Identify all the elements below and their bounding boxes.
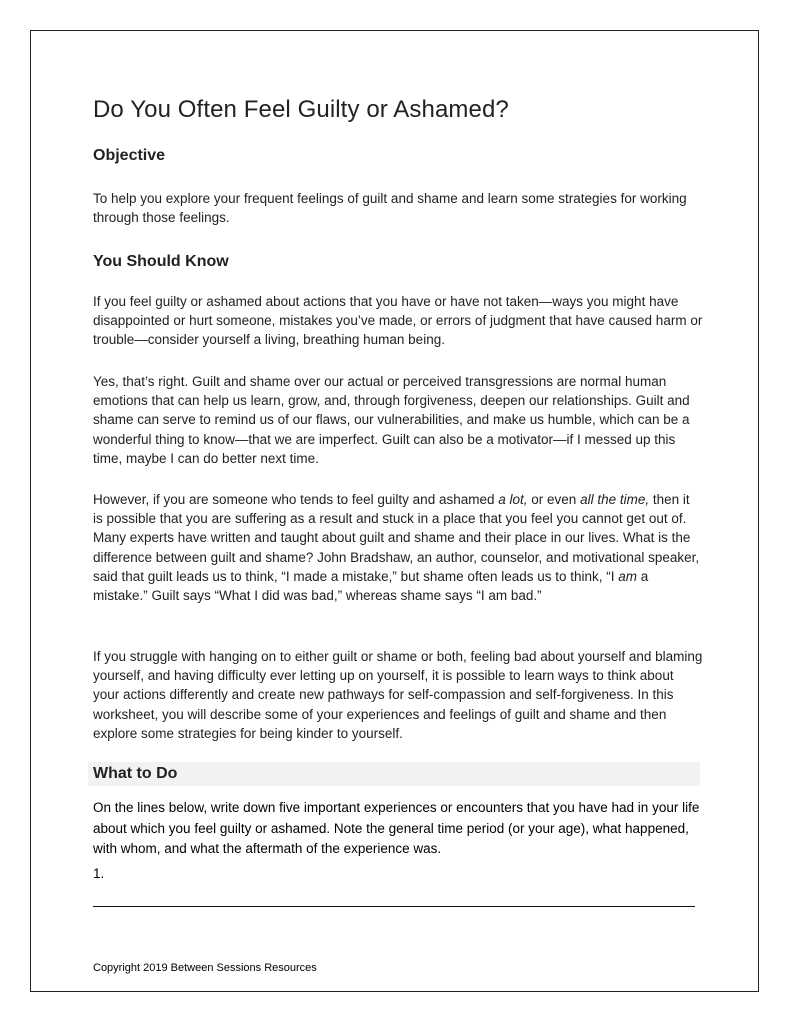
objective-text: To help you explore your frequent feelings of guilt and shame and learn some strategies for working through those feelings. xyxy=(93,191,687,226)
paragraph-3-part-b: or even xyxy=(527,492,581,507)
answer-line[interactable] xyxy=(93,906,695,907)
what-to-do-heading: What to Do xyxy=(93,765,178,782)
what-to-do-heading-bar xyxy=(88,762,700,786)
paragraph-3-part-d: a mistake.” Guilt says “What I did was bad,” whereas shame says “I am bad.” xyxy=(93,568,649,604)
list-item-number: 1. xyxy=(93,866,105,881)
what-to-do-instructions: On the lines below, write down five important experiences or encounters that you have had in your life about which you feel guilty or ashamed. Note the general time period (or your age), what happened, with whom, and what the aftermath of the experience was. xyxy=(93,800,700,856)
paragraph-3-emphasis-a-lot: a lot, xyxy=(498,492,528,507)
paragraph-3 xyxy=(93,490,703,605)
paragraph-3-emphasis-am: am xyxy=(618,568,638,584)
paragraph-3-part-c: then it is possible that you are suffering as a result and stuck in a place that you feel you cannot get out of. Many experts have written and taught about guilt and shame and their place in our lives. What is the difference between guilt and shame? John Bradshaw, an author, counselor, and motivational speaker, said that guilt leads us to think, “I made a mistake,” but shame often leads us to think, “I xyxy=(93,492,700,584)
you-should-know-heading: You Should Know xyxy=(93,253,229,270)
page-title: Do You Often Feel Guilty or Ashamed? xyxy=(93,96,509,123)
paragraph-3-part-a: However, if you are someone who tends to feel guilty and ashamed xyxy=(93,492,499,507)
paragraph-3-emphasis-all-the-time: all the time, xyxy=(580,492,650,507)
paragraph-4: If you struggle with hanging on to either guilt or shame or both, feeling bad about yourself and blaming yourself, and having difficulty ever letting up on yourself, it is possible to learn ways to think about your actions differently and create new pathways for self-compassion and self-forgiveness. In this worksheet, you will describe some of your experiences and feelings of guilt and shame and then explore some strategies for being kinder to yourself. xyxy=(93,649,703,741)
objective-heading: Objective xyxy=(93,147,166,164)
paragraph-2: Yes, that’s right. Guilt and shame over our actual or perceived transgressions are normal human emotions that can help us learn, grow, and, through forgiveness, deepen our relationships. Guilt and shame can serve to remind us of our flaws, our vulnerabilities, and make us humble, which can be a wonderful thing to know—that we are imperfect. Guilt can also be a motivator—if I messed up this time, maybe I can do better next time. xyxy=(93,374,690,466)
paragraph-1: If you feel guilty or ashamed about actions that you have or have not taken—ways you might have disappointed or hurt someone, mistakes you’ve made, or errors of judgment that have caused harm or trouble—consider yourself a living, breathing human being. xyxy=(93,294,703,348)
copyright-footer: Copyright 2019 Between Sessions Resources xyxy=(93,962,317,974)
